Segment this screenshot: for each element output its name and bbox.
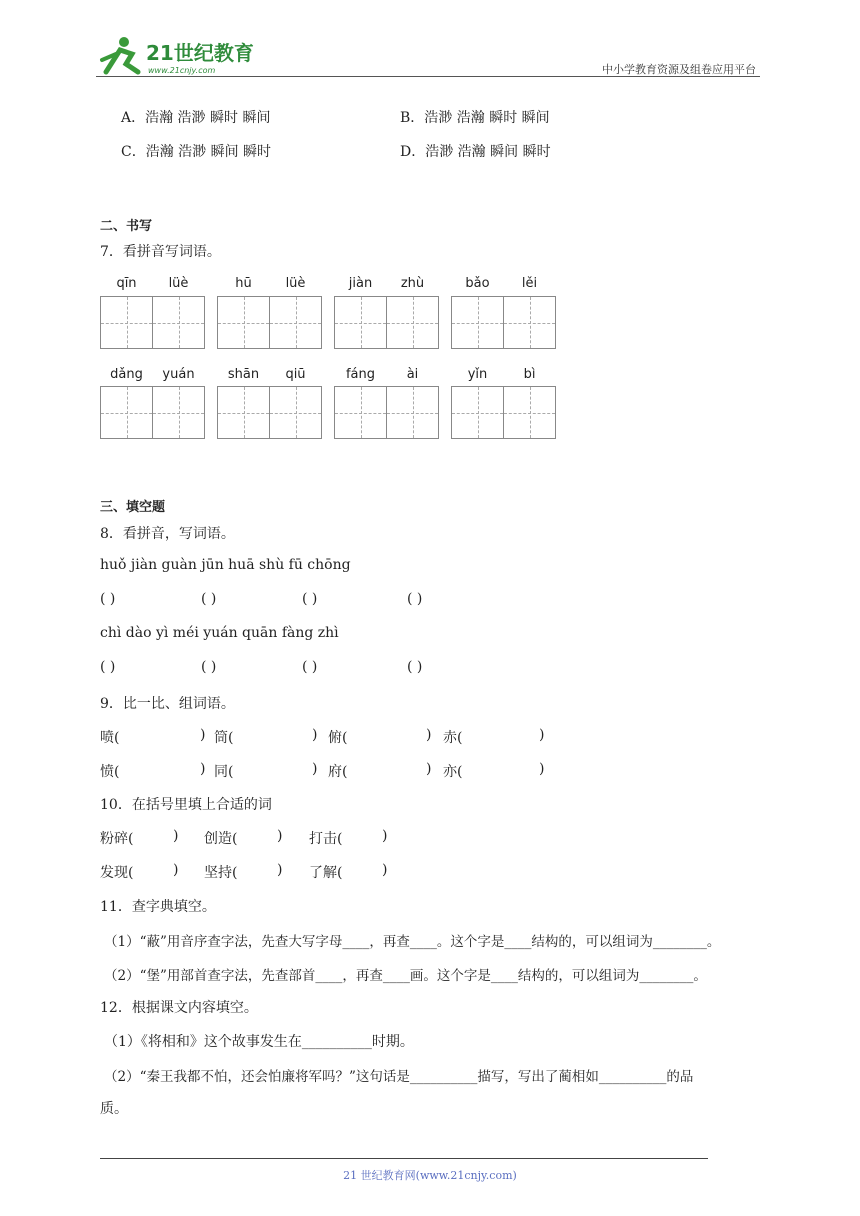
q12-part-2: （2）“秦王我都不怕，还会怕廉将军吗？”这句话是__________描写，写出了蔺相如__________的品 xyxy=(104,1069,694,1085)
q11-part-2: （2）“堡”用部首查字法，先查部首____，再查____画。这个字是____结构的，可以组词为________。 xyxy=(104,968,707,984)
pinyin: qiū xyxy=(285,367,306,382)
option-c: C．浩瀚 浩渺 瞬间 瞬时 xyxy=(121,144,272,160)
paren-close: ) xyxy=(426,761,432,777)
answer-blank[interactable]: ( ) xyxy=(201,659,217,675)
q10-item[interactable]: 打击( xyxy=(309,831,343,847)
pinyin: yuán xyxy=(162,367,195,382)
answer-blank[interactable]: ( ) xyxy=(100,659,116,675)
paren-close: ) xyxy=(539,761,545,777)
writing-grid[interactable] xyxy=(451,296,555,349)
question-9: 9．比一比、组词语。 xyxy=(100,696,235,712)
q10-item[interactable]: 发现( xyxy=(100,865,134,881)
q10-item[interactable]: 了解( xyxy=(309,865,343,881)
pinyin: lěi xyxy=(521,276,538,291)
pinyin: qīn xyxy=(116,276,137,291)
q10-item[interactable]: 粉碎( xyxy=(100,831,134,847)
logo-text: 21世纪教育 xyxy=(146,41,254,65)
section-3-title: 三、填空题 xyxy=(100,500,166,515)
question-12: 12．根据课文内容填空。 xyxy=(100,1000,258,1016)
paren-close: ) xyxy=(200,761,206,777)
option-d: D．浩渺 浩瀚 瞬间 瞬时 xyxy=(400,144,551,160)
paren-close: ) xyxy=(277,828,283,844)
pinyin: bǎo xyxy=(465,276,490,291)
writing-grid[interactable] xyxy=(100,296,204,349)
q8-pinyin-row-2: chì dào yì méi yuán quān fàng zhì xyxy=(100,625,339,641)
pinyin: hū xyxy=(235,276,252,291)
paren-close: ) xyxy=(277,862,283,878)
question-8: 8．看拼音，写词语。 xyxy=(100,526,235,542)
q8-pinyin-row-1: huǒ jiàn guàn jūn huā shù fū chōng xyxy=(100,557,351,573)
pinyin: zhù xyxy=(400,276,425,291)
paren-close: ) xyxy=(173,862,179,878)
pinyin: jiàn xyxy=(348,276,373,291)
option-b: B．浩渺 浩瀚 瞬时 瞬间 xyxy=(400,110,550,126)
header-divider xyxy=(96,76,760,77)
q9-item[interactable]: 喷( xyxy=(100,730,120,746)
site-logo xyxy=(96,32,256,78)
paren-close: ) xyxy=(312,727,318,743)
q9-item[interactable]: 亦( xyxy=(443,764,463,780)
footer-divider xyxy=(100,1158,708,1159)
answer-blank[interactable]: ( ) xyxy=(302,591,318,607)
paren-close: ) xyxy=(426,727,432,743)
writing-grid[interactable] xyxy=(451,386,555,439)
pinyin: lüè xyxy=(168,276,189,291)
pinyin: ài xyxy=(406,367,419,382)
writing-grid[interactable] xyxy=(100,386,204,439)
writing-grid[interactable] xyxy=(334,296,438,349)
pinyin: bì xyxy=(523,367,536,382)
option-a: A．浩瀚 浩渺 瞬时 瞬间 xyxy=(121,110,271,126)
q9-item[interactable]: 赤( xyxy=(443,730,463,746)
footer-text[interactable]: 21 世纪教育网(www.21cnjy.com) xyxy=(343,1169,517,1182)
pinyin: lüè xyxy=(285,276,306,291)
question-10: 10．在括号里填上合适的词 xyxy=(100,797,272,813)
q12-part-1: （1）《将相和》这个故事发生在__________时期。 xyxy=(104,1034,414,1050)
paren-close: ) xyxy=(200,727,206,743)
q11-part-1: （1）“蔽”用音序查字法，先查大写字母____，再查____。这个字是____结构的，可以组词为________。 xyxy=(104,934,721,950)
pinyin: dǎng xyxy=(110,367,143,382)
paren-close: ) xyxy=(382,828,388,844)
q10-item[interactable]: 创造( xyxy=(204,831,238,847)
paren-close: ) xyxy=(382,862,388,878)
writing-grid[interactable] xyxy=(217,386,321,439)
paren-close: ) xyxy=(173,828,179,844)
q9-item[interactable]: 同( xyxy=(214,764,234,780)
paren-close: ) xyxy=(539,727,545,743)
q9-item[interactable]: 愤( xyxy=(100,764,120,780)
answer-blank[interactable]: ( ) xyxy=(201,591,217,607)
q10-item[interactable]: 坚持( xyxy=(204,865,238,881)
question-11: 11．查字典填空。 xyxy=(100,899,216,915)
answer-blank[interactable]: ( ) xyxy=(407,659,423,675)
logo-url: www.21cnjy.com xyxy=(148,66,216,75)
answer-blank[interactable]: ( ) xyxy=(407,591,423,607)
writing-grid[interactable] xyxy=(334,386,438,439)
header-tagline: 中小学教育资源及组卷应用平台 xyxy=(602,63,756,76)
q9-item[interactable]: 府( xyxy=(328,764,348,780)
answer-blank[interactable]: ( ) xyxy=(302,659,318,675)
answer-blank[interactable]: ( ) xyxy=(100,591,116,607)
pinyin: shān xyxy=(227,367,260,382)
writing-grid[interactable] xyxy=(217,296,321,349)
pinyin: fáng xyxy=(345,367,376,382)
paren-close: ) xyxy=(312,761,318,777)
q12-part-2-cont: 质。 xyxy=(100,1101,128,1117)
q9-item[interactable]: 俯( xyxy=(328,730,348,746)
section-2-title: 二、书写 xyxy=(100,219,153,234)
question-7: 7．看拼音写词语。 xyxy=(100,244,221,260)
pinyin: yǐn xyxy=(467,367,488,382)
q9-item[interactable]: 筒( xyxy=(214,730,234,746)
